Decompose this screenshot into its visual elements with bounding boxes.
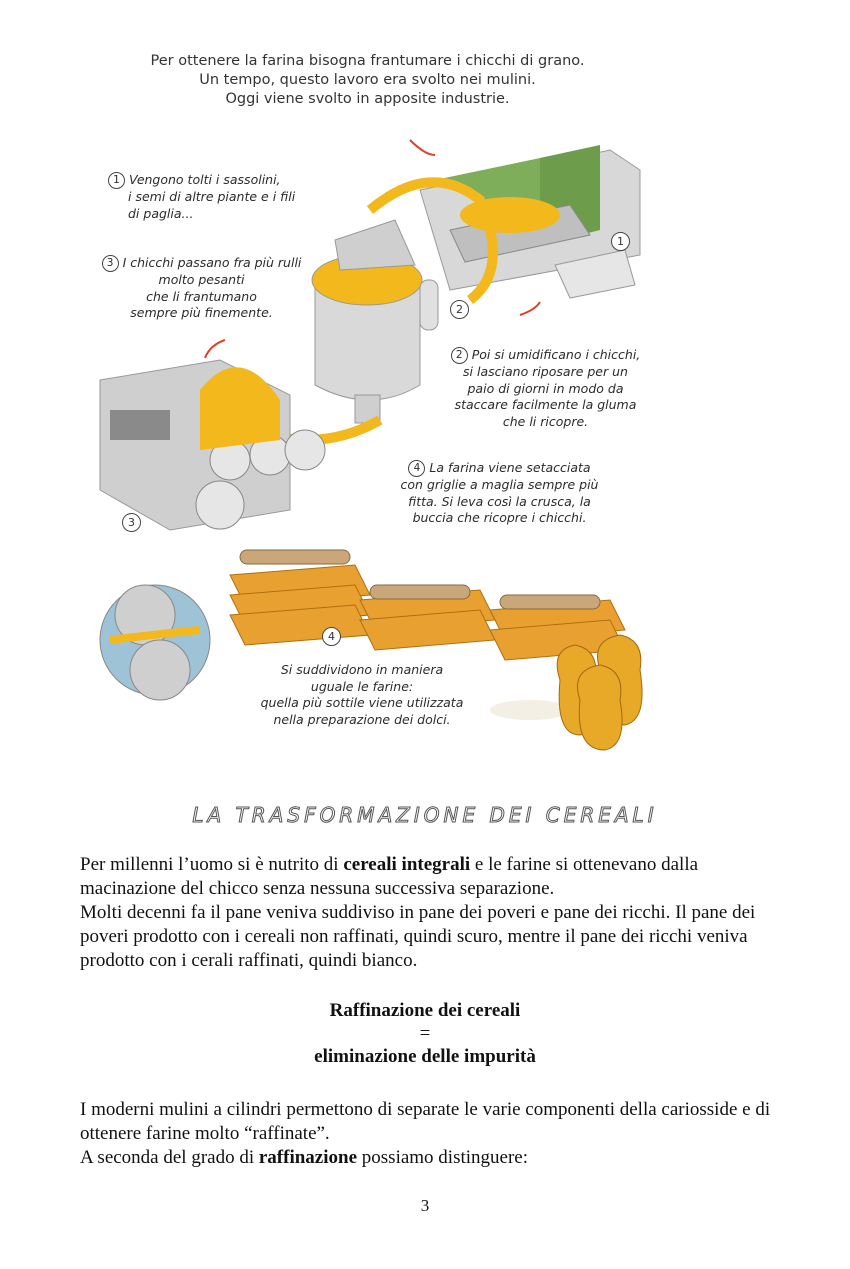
caption-line: Si suddividono in maniera — [280, 662, 444, 677]
paragraph-2 — [80, 1098, 780, 1170]
caption-step-3 — [94, 255, 309, 322]
definition-equals: = — [419, 1023, 431, 1044]
caption-line: fitta. Si leva così la crusca, la — [408, 493, 591, 509]
caption-line: che li ricopre. — [502, 413, 589, 429]
caption-step-1 — [108, 172, 338, 222]
intro-line: Oggi viene svolto in apposite industrie. — [225, 91, 510, 107]
caption-line: nella preparazione dei dolci. — [273, 711, 451, 727]
caption-line: quella più sottile viene utilizzata — [260, 695, 464, 710]
text-run: Per millenni l’uomo si è nutrito di — [80, 854, 344, 875]
page-number: 3 — [420, 1196, 430, 1215]
caption-line: paio di giorni in modo da — [467, 380, 624, 396]
caption-line: che li frantumano — [146, 288, 257, 304]
caption-line: i semi di altre piante e i fili — [128, 189, 296, 204]
caption-line: La farina viene setacciata — [429, 460, 591, 475]
bold-term: cereali integrali — [343, 854, 471, 875]
caption-line: di paglia... — [128, 205, 194, 221]
step-number: 4 — [408, 460, 425, 477]
caption-line: con griglie a maglia sempre più — [400, 477, 599, 492]
caption-line: uguale le farine: — [310, 678, 414, 694]
caption-step-5 — [248, 662, 476, 728]
caption-step-4 — [392, 460, 607, 527]
caption-line: sempre più finemente. — [130, 305, 273, 320]
caption-line: si lasciano riposare per un — [463, 364, 628, 379]
definition-line-1: Raffinazione dei cereali — [329, 1000, 521, 1021]
section-heading: LA TRASFORMAZIONE DEI CEREALI — [192, 803, 658, 827]
text-run: A seconda del grado di — [80, 1147, 259, 1168]
paragraph-1 — [80, 853, 780, 973]
caption-line: staccare facilmente la gluma — [454, 397, 637, 412]
caption-step-2 — [438, 347, 653, 430]
text-run: I moderni mulini a cilindri permettono di separate le varie componenti della cariosside e di ottenere farine molto “raffinate”. — [80, 1099, 771, 1144]
step-badge-1: 1 — [611, 232, 630, 251]
step-number: 1 — [108, 172, 125, 189]
text-run: possiamo distinguere: — [357, 1147, 529, 1168]
intro-line: Un tempo, questo lavoro era svolto nei mulini. — [199, 72, 536, 88]
step-badge-2: 2 — [450, 300, 469, 319]
text-run: e le farine si ottenevano dalla macinazione del chicco senza nessuna successiva separazione. — [80, 854, 699, 899]
step-number: 3 — [102, 255, 119, 272]
text-run: Molti decenni fa il pane veniva suddiviso in pane dei poveri e pane dei ricchi. Il pane dei poveri prodotto con i cereali non raffinati, quindi scuro, mentre il pane dei ricchi veniva prodotto con i cerali raffinati, quindi bianco. — [80, 902, 756, 971]
caption-line: Vengono tolti i sassolini, — [129, 172, 281, 187]
step-badge-3: 3 — [122, 513, 141, 532]
caption-line: buccia che ricopre i chicchi. — [412, 510, 587, 525]
caption-line: I chicchi passano fra più rulli — [122, 255, 302, 270]
step-badge-4: 4 — [322, 627, 341, 646]
definition-line-2: eliminazione delle impurità — [314, 1046, 536, 1067]
caption-line: Poi si umidificano i chicchi, — [471, 347, 641, 362]
illustration-intro — [80, 52, 655, 109]
intro-line: Per ottenere la farina bisogna frantumare i chicchi di grano. — [150, 53, 585, 69]
step-number: 2 — [451, 347, 468, 364]
bold-term: raffinazione — [258, 1147, 358, 1168]
caption-line: molto pesanti — [158, 272, 245, 287]
